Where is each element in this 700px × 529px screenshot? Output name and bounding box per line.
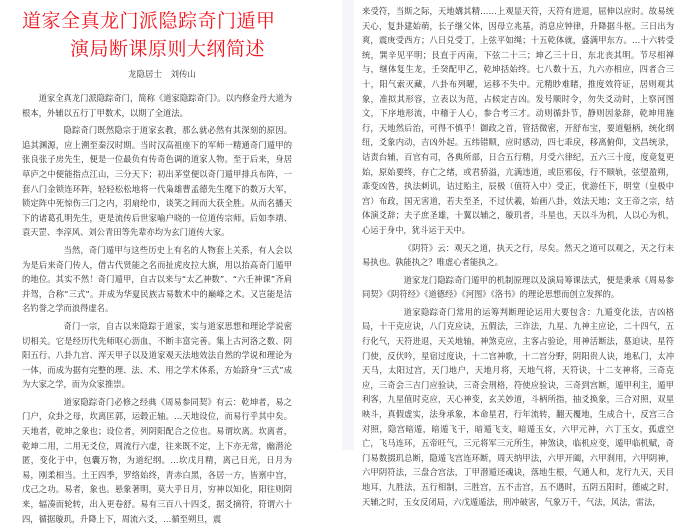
paragraph: 道家隐踪奇门常用的运筹判断理论运用大要包含：九遁变化法，吉凶格局，十干克应诀，八门克应诀，五假法，三诈法，九星、九神主应论，二十四气，五行化气，天符进退，天关地轴，神煞克应，主客占验论，用神活断法，墓迫诀，星符门使，反伏吟，星宿过度诀，十二宫神歌，十二宫分野，阴阳贵人诀，地私门，太冲天马，太阳过宫，天门地户，天地月将，天地气将，天符诀，十二支神将，三奇克应，三奇会三吉门应验诀，三奇会刑格，符使应验诀，三奇到宫断，遁甲利主，遁甲利客，九星值时克应，天心神变，玄关妙道，斗柄所指，抽爻换象，三合对照，双星映斗，真假虚实，法身承象，本命星君，行年流转，翻天覆地，生成合十，反宫三合对照，隐宫暗遁，暗遁飞干，暗遁飞支，暗遁玉女，六甲元神，六丁玉女，孤虚空亡，飞马连环，五帝旺气，三元将军三元所生，神煞诀，临机应变，遁甲临机赋，奇门易数掇玑总断，隐遁飞宫连环断，周天纳甲法，六甲开阖，六甲刹用，六甲阴神，六甲阴符法，三盘合宫法，丁甲潜遁还魂诀，落地生根，气通人和，龙行九天，天目地耳，九胜法，五行相制，三胜宫，五不击宫，五不遇时，五阴五阳时，德威之时，天辅之时，玉女反闭局，六戊遁遁法，刑冲破害，气象万千，气法，风法，雷法， bbox=[362, 306, 674, 507]
paragraph: 来受符，当斯之际，天地媾其精……上观显天符，天符有进退，屈伸以应时。故易统天心，复卦建始萌，长子继父体，因母立兆基，消息应钟律，升降据斗枢。三日出为爽，震庚受西方；八日兑受丁，上弦平如绳；十五乾体就，盛满甲东方。…十六转受统，巽辛见平明；艮直于丙南，下弦二十三；坤乙三十日，东北丧其明。节尽相禅与，继体复生龙，壬癸配甲乙，乾坤括始终。七八数十五，九六亦相应，四者合三十，阳气索灭藏，八卦布列曜，运移不失中。元精眇难睹，推度效符证，居则观其象，准拟其形容，立表以为范，占候定吉凶。发号顺时令，勿失爻动时，上察河图文，下序地形流，中稽于人心，参合考三才。动则循卦节，静则因彖辞，乾坤用施行，天地然后治，可得不慎乎！御政之首，管括微密，开舒布宝，要道魁柄，统化纲纽，爻象内动，吉凶外起。五纬错顺，应时感动，四七乖戾，移离俯仰，文昌统录，诘责台辅，百官有司，各典所部，日合五行精，月受六律纪，五六三十度，度竟复更始，原始要终，存亡之绪，或君骄溢，亢满违道，或臣邪佞，行不顺轨，弦望盈朔，乖变凶咎，执法刺讥，诘过贻主，辰极（值符入中）受正，优游任下，明堂（皇极中宫）布政，国无害道，若夫至圣，不过伏羲，始画八卦，效法天地；文王帝之宗，结体演爻辞；夫子庶圣雄，十翼以辅之，璇玑者，斗星也，天以斗为机，人以心为机，心运于身中，犹斗运于天中。 bbox=[362, 6, 674, 235]
paragraph: 奇门一宗，自古以来隐踪于道家，实与道家思想和理论学说密切相关。它是经历代先师呕心沥血，不断丰富完善。集上古河洛之数、阴阳五行、八卦九宫、浑天甲子以及道家观天法地效法自然的学说和理论为一体，而成为据有完整的理、法、术、用之学术体系，方始跻身“三式”成为大家之学，而为众家推崇。 bbox=[22, 320, 292, 390]
document-author: 龙隐居士 刘传山 bbox=[128, 70, 197, 80]
paragraph: 道家龙门隐踪奇门遁甲的机制原理以及演局筹课法式，便是秉承《周易参同契》《阴符经》《道德经》《河图》《洛书》的理论思想而创立发挥的。 bbox=[362, 274, 674, 300]
paragraph: 当然，奇门遁甲与这些历史上有名的人物套上关系，有人会以为是后来奇门传人，借古代贤能之名而扯虎皮拉大旗，用以抬高奇门遁甲的地位。其实不然！奇门遁甲，自古以来与“太乙神数”、“六壬神课”齐肩并驾，合称“三式”。并成为华夏民族古易数术中的巅峰之术。又岂能是沽名钓誉之学而浪得虚名。 bbox=[22, 244, 292, 314]
paragraph: 隐踪奇门既然隐宗于道家玄教，那么就必然有其深刻的原因。追其渊源，应上溯至秦汉时期。当时汉高祖座下的军师一精通奇门遁甲的张良张子房先生，便是一位最负有传奇色调的道家人物。至于后来，身居草庐之中便能指点江山，三分天下；初出茅堂便以奇门遁甲排兵布阵，一套八门金锁连环阵，轻轻松松地将一代枭雄曹孟德先生麾下的数万大军，锁定阵中死惊伤三门之内，羽扇纶巾，谈笑之间而大获全胜。从而名播天下的诸葛孔明先生，更是流传后世家喻户晓的一位道传宗师。后如李靖、袁天罡、李淳风、刘公青田等先辈亦均为玄门道传大家。 bbox=[22, 125, 292, 238]
paragraph: 道家全真龙门派隐踪奇门，简称《道家隐踪奇门》。以内修金丹大道为根本，外辅以五行丁甲数术，以期了全道法。 bbox=[22, 93, 292, 118]
left-page-body bbox=[22, 91, 292, 529]
document-page-left bbox=[0, 0, 342, 524]
document-title-line1: 道家全真龙门派隐踪奇门遁甲 bbox=[22, 10, 276, 32]
paragraph: 道家隐踪奇门必修之经典《周易参同契》有云：乾坤者，易之门户，众卦之母，坎离匡郭，运毂正轴。…天地设位，而易行乎其中矣。天地者，乾坤之象也；设位者，列阴阳配合之位也。易谓坎离。坎离者，乾坤二用，二用无爻位，周流行六虚，往来既不定，上下亦无常，幽潜沦匿，变化于中，包囊万物，为道纪纲。…坎戊月精，离己日光，日月为易，刚柔相当。土王四季，罗络始终，青赤白黑，各居一方，皆禀中宫，戊己之功。易者，象也。悬象著明，莫大乎日月，穷神以知化，阳往则阴来，辐凑而轮转，出入更卷舒。易有三百八十四爻，据爻摘符，符谓六十四，循据璇玑，升降上下，周流六爻，…循至朔旦，震 bbox=[22, 396, 292, 524]
document-page-right bbox=[354, 0, 700, 507]
paragraph: 《阴符》云：观天之道，执天之行，尽矣。然天之道可以观之，天之行未易执也。孰能执之？唯虚心者能执之。 bbox=[362, 242, 674, 268]
right-page-body bbox=[362, 4, 674, 512]
page-gutter bbox=[342, 0, 354, 450]
document-title-line2: 演局断课原则大纲简述 bbox=[70, 38, 266, 60]
